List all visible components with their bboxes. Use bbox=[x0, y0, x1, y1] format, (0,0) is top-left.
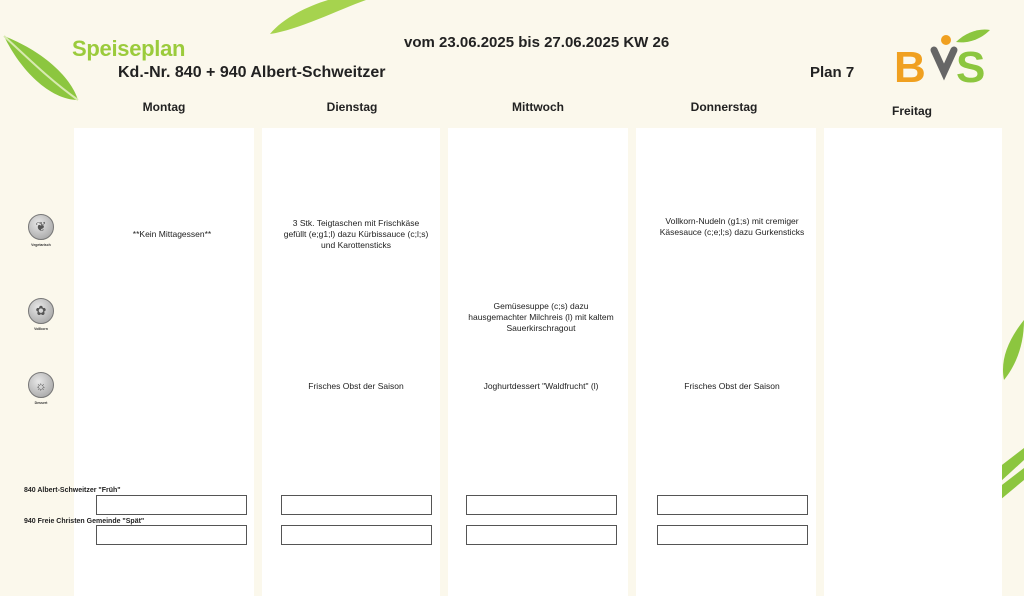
order-count-dienstag-frueh[interactable] bbox=[281, 495, 432, 515]
order-count-dienstag-spaet[interactable] bbox=[281, 525, 432, 545]
order-row-label-spaet: 940 Freie Christen Gemeinde "Spät" bbox=[24, 518, 145, 525]
menu-dienstag-vegetarisch: 3 Stk. Teigtaschen mit Frischkäse gefüllt (e;g1;l) dazu Kürbissauce (c;l;s) und Karottensticks bbox=[283, 218, 429, 250]
order-row-label-frueh: 840 Albert-Schweitzer "Früh" bbox=[24, 487, 121, 494]
day-header-montag: Montag bbox=[142, 100, 186, 114]
category-label: Vollkorn bbox=[34, 327, 48, 331]
bys-logo bbox=[890, 22, 998, 92]
day-header-donnerstag: Donnerstag bbox=[690, 100, 758, 114]
week-period: vom 23.06.2025 bis 27.06.2025 KW 26 bbox=[404, 34, 670, 51]
category-wholegrain bbox=[26, 298, 56, 331]
order-count-donnerstag-frueh[interactable] bbox=[657, 495, 808, 515]
order-count-donnerstag-spaet[interactable] bbox=[657, 525, 808, 545]
leaf-top-left-icon bbox=[0, 30, 80, 110]
customer-number: Kd.-Nr. 840 + 940 Albert-Schweitzer bbox=[118, 64, 386, 81]
order-count-montag-spaet[interactable] bbox=[96, 525, 247, 545]
category-vegetarian bbox=[26, 214, 56, 247]
page-title: Speiseplan bbox=[72, 36, 186, 61]
day-header-mittwoch: Mittwoch bbox=[512, 100, 564, 114]
menu-mittwoch-dessert: Joghurtdessert "Waldfrucht" (l) bbox=[483, 381, 599, 391]
category-label: Vegetarisch bbox=[31, 243, 51, 247]
order-count-montag-frueh[interactable] bbox=[96, 495, 247, 515]
day-header-freitag: Freitag bbox=[891, 104, 932, 118]
svg-text:B: B bbox=[894, 43, 926, 92]
menu-donnerstag-dessert: Frisches Obst der Saison bbox=[684, 381, 780, 391]
wholegrain-icon: ✿ bbox=[28, 298, 54, 324]
category-label: Dessert bbox=[34, 401, 48, 405]
dessert-icon: ☼ bbox=[28, 372, 54, 398]
category-dessert bbox=[26, 372, 56, 405]
menu-dienstag-dessert: Frisches Obst der Saison bbox=[308, 381, 404, 391]
order-count-mittwoch-frueh[interactable] bbox=[466, 495, 617, 515]
order-count-mittwoch-spaet[interactable] bbox=[466, 525, 617, 545]
leaf-top-center-icon bbox=[268, 0, 368, 36]
menu-montag-vegetarisch: **Kein Mittagessen** bbox=[132, 229, 212, 239]
menu-mittwoch-vollkorn: Gemüsesuppe (c;s) dazu hausgemachter Milchreis (l) mit kaltem Sauerkirschragout bbox=[468, 301, 614, 333]
plan-number: Plan 7 bbox=[810, 64, 855, 81]
column-freitag bbox=[824, 128, 1002, 596]
svg-text:S: S bbox=[956, 43, 986, 92]
vegetarian-icon: ❦ bbox=[28, 214, 54, 240]
menu-donnerstag-vegetarisch: Vollkorn-Nudeln (g1;s) mit cremiger Käsesauce (c;e;l;s) dazu Gurkensticks bbox=[659, 216, 805, 237]
day-header-dienstag: Dienstag bbox=[326, 100, 378, 114]
